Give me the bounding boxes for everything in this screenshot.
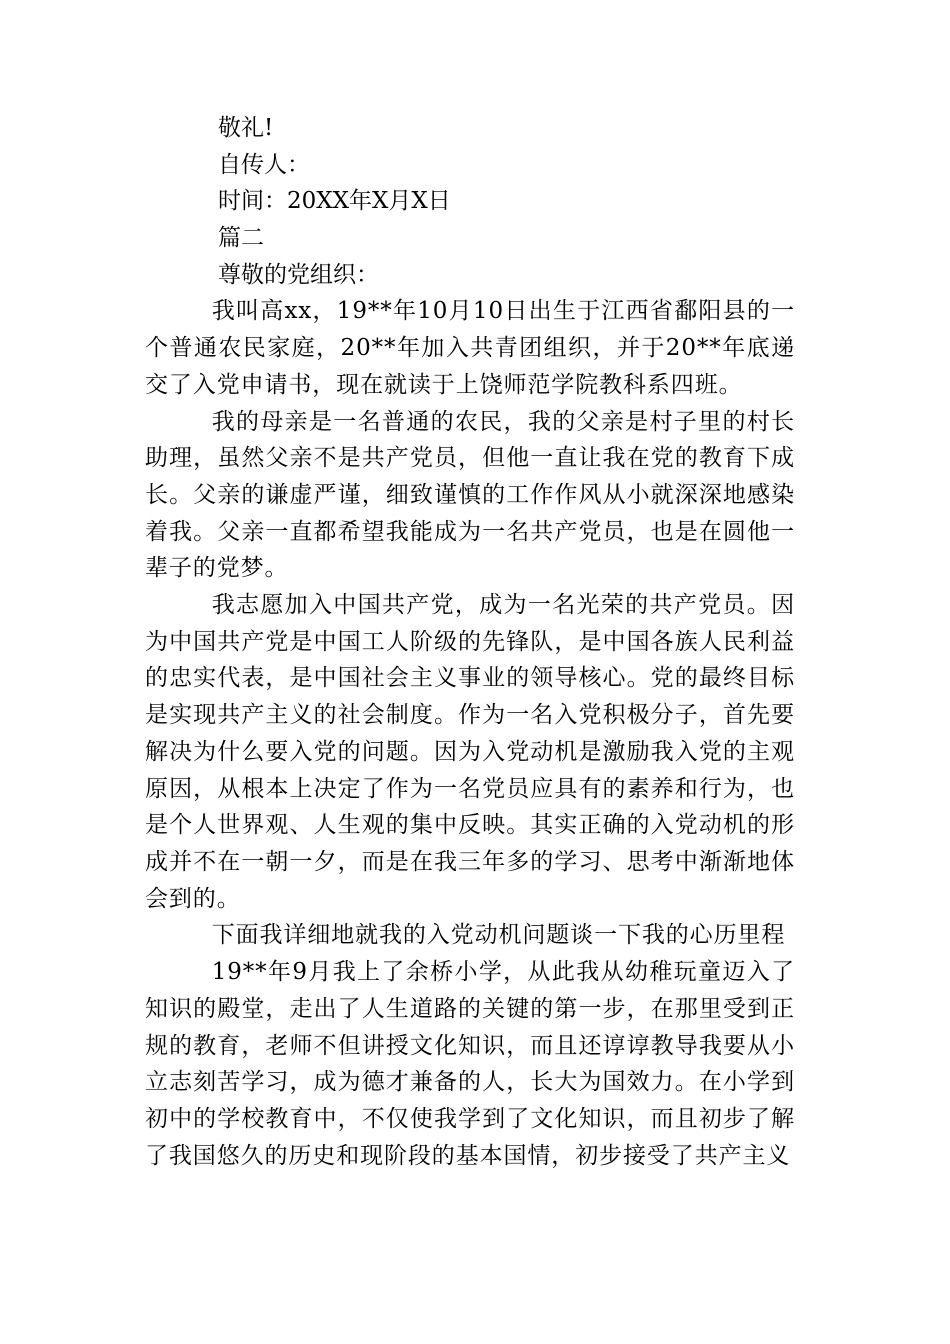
document-page [145, 110, 795, 1174]
paragraph-intro: 我叫高xx，19**年10月10日出生于江西省鄱阳县的一个普通农民家庭，20**年加入共青团组织，并于20**年底递交了入党申请书，现在就读于上饶师范学院教科系四班。 [145, 298, 795, 398]
closing-date: 时间：20XX年X月X日 [218, 188, 451, 215]
closing-salute: 敬礼! [218, 115, 274, 141]
section-title: 篇二 [218, 225, 264, 252]
closing-author: 自传人： [218, 151, 310, 178]
greeting: 尊敬的党组织： [218, 261, 379, 288]
paragraph-transition: 下面我详细地就我的入党动机问题谈一下我的心历里程 [211, 922, 786, 949]
paragraph-motivation: 我志愿加入中国共产党，成为一名光荣的共产党员。因为中国共产党是中国工人阶级的先锋队，是中国各族人民利益的忠实代表，是中国社会主义事业的领导核心。党的最终目标是实现共产主义的社会制度。作为一名入党积极分子，首先要解决为什么要入党的问题。因为入党动机是激励我入党的主观原因，从根本上决定了作为一名党员应具有的素养和行为，也是个人世界观、人生观的集中反映。其实正确的入党动机的形成并不在一朝一夕，而是在我三年多的学习、思考中渐渐地体会到的。 [145, 592, 795, 912]
paragraph-family: 我的母亲是一名普通的农民，我的父亲是村子里的村长助理，虽然父亲不是共产党员，但他一直让我在党的教育下成长。父亲的谦虚严谨，细致谨慎的工作作风从小就深深地感染着我。父亲一直都希望我能成为一名共产党员，也是在圆他一辈子的党梦。 [145, 408, 795, 582]
paragraph-school: 19**年9月我上了余桥小学，从此我从幼稚玩童迈入了知识的殿堂，走出了人生道路的关键的第一步，在那里受到正规的教育，老师不但讲授文化知识，而且还谆谆教导我要从小立志刻苦学习，成为德才兼备的人，长大为国效力。在小学到初中的学校教育中，不仅使我学到了文化知识，而且初步了解了我国悠久的历史和现阶段的基本国情，初步接受了共产主义 [145, 959, 795, 1169]
